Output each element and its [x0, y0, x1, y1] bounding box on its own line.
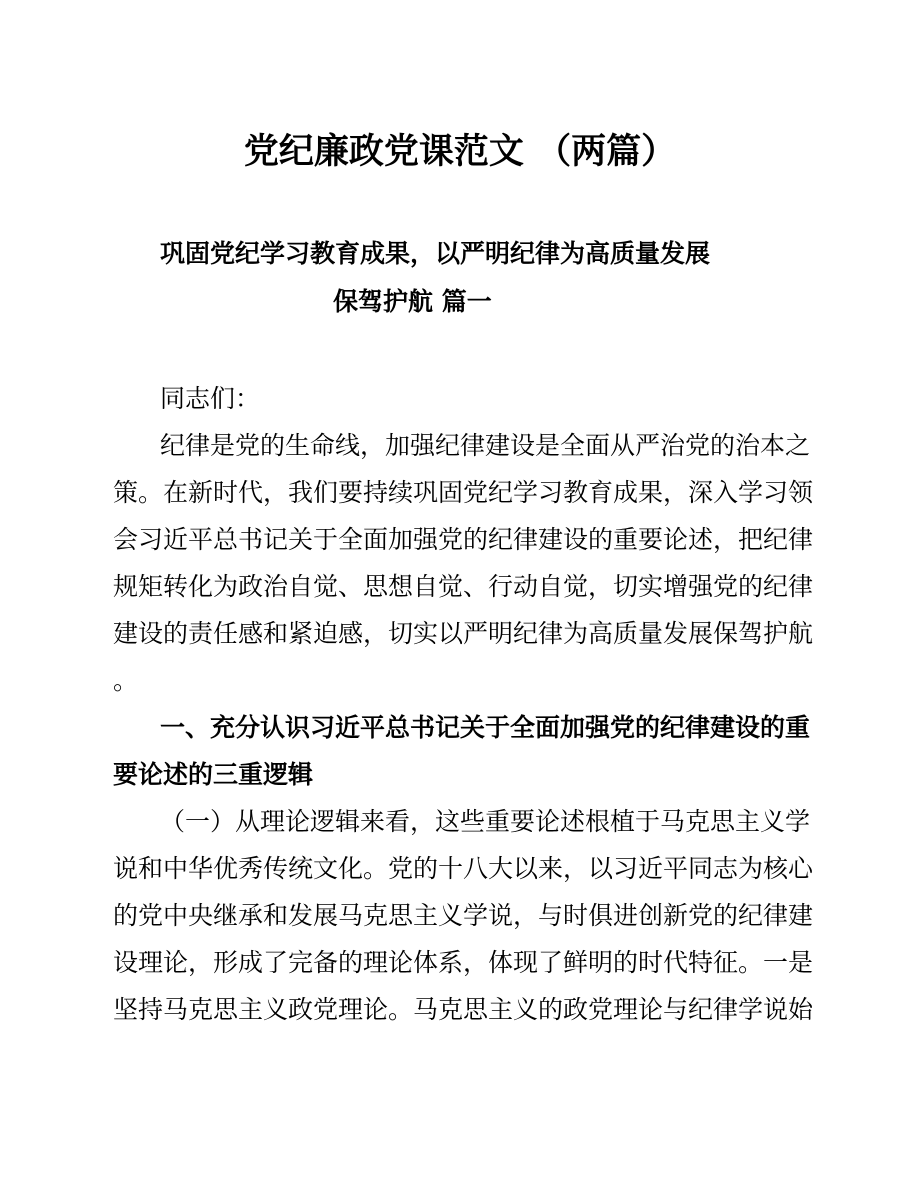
body-line: 说和中华优秀传统文化。党的十八大以来，以习近平同志为核心 — [113, 854, 814, 883]
body-line: 设理论，形成了完备的理论体系，体现了鲜明的时代特征。一是 — [113, 948, 814, 977]
body-line: 坚持马克思主义政党理论。马克思主义的政党理论与纪律学说始 — [113, 995, 814, 1024]
section-heading-line: 要论述的三重逻辑 — [113, 760, 314, 789]
body-line: （一）从理论逻辑来看，这些重要论述根植于马克思主义学 — [160, 807, 811, 836]
document-title: 党纪廉政党课范文 （两篇） — [243, 131, 677, 172]
salutation-line: 同志们： — [160, 384, 261, 413]
body-line: 纪律是党的生命线，加强纪律建设是全面从严治党的治本之 — [160, 431, 811, 460]
article-subtitle-line-2: 保驾护航 篇一 — [333, 287, 492, 316]
body-line: 策。在新时代，我们要持续巩固党纪学习教育成果，深入学习领 — [113, 478, 814, 507]
body-line: 。 — [113, 666, 139, 695]
body-line: 的党中央继承和发展马克思主义学说，与时俱进创新党的纪律建 — [113, 901, 814, 930]
body-line: 会习近平总书记关于全面加强党的纪律建设的重要论述，把纪律 — [113, 525, 814, 554]
article-subtitle-line-1: 巩固党纪学习教育成果，以严明纪律为高质量发展 — [160, 239, 711, 268]
section-heading-line: 一、充分认识习近平总书记关于全面加强党的纪律建设的重 — [160, 713, 811, 742]
body-line: 规矩转化为政治自觉、思想自觉、行动自觉，切实增强党的纪律 — [113, 572, 814, 601]
body-line: 建设的责任感和紧迫感，切实以严明纪律为高质量发展保驾护航 — [113, 619, 814, 648]
